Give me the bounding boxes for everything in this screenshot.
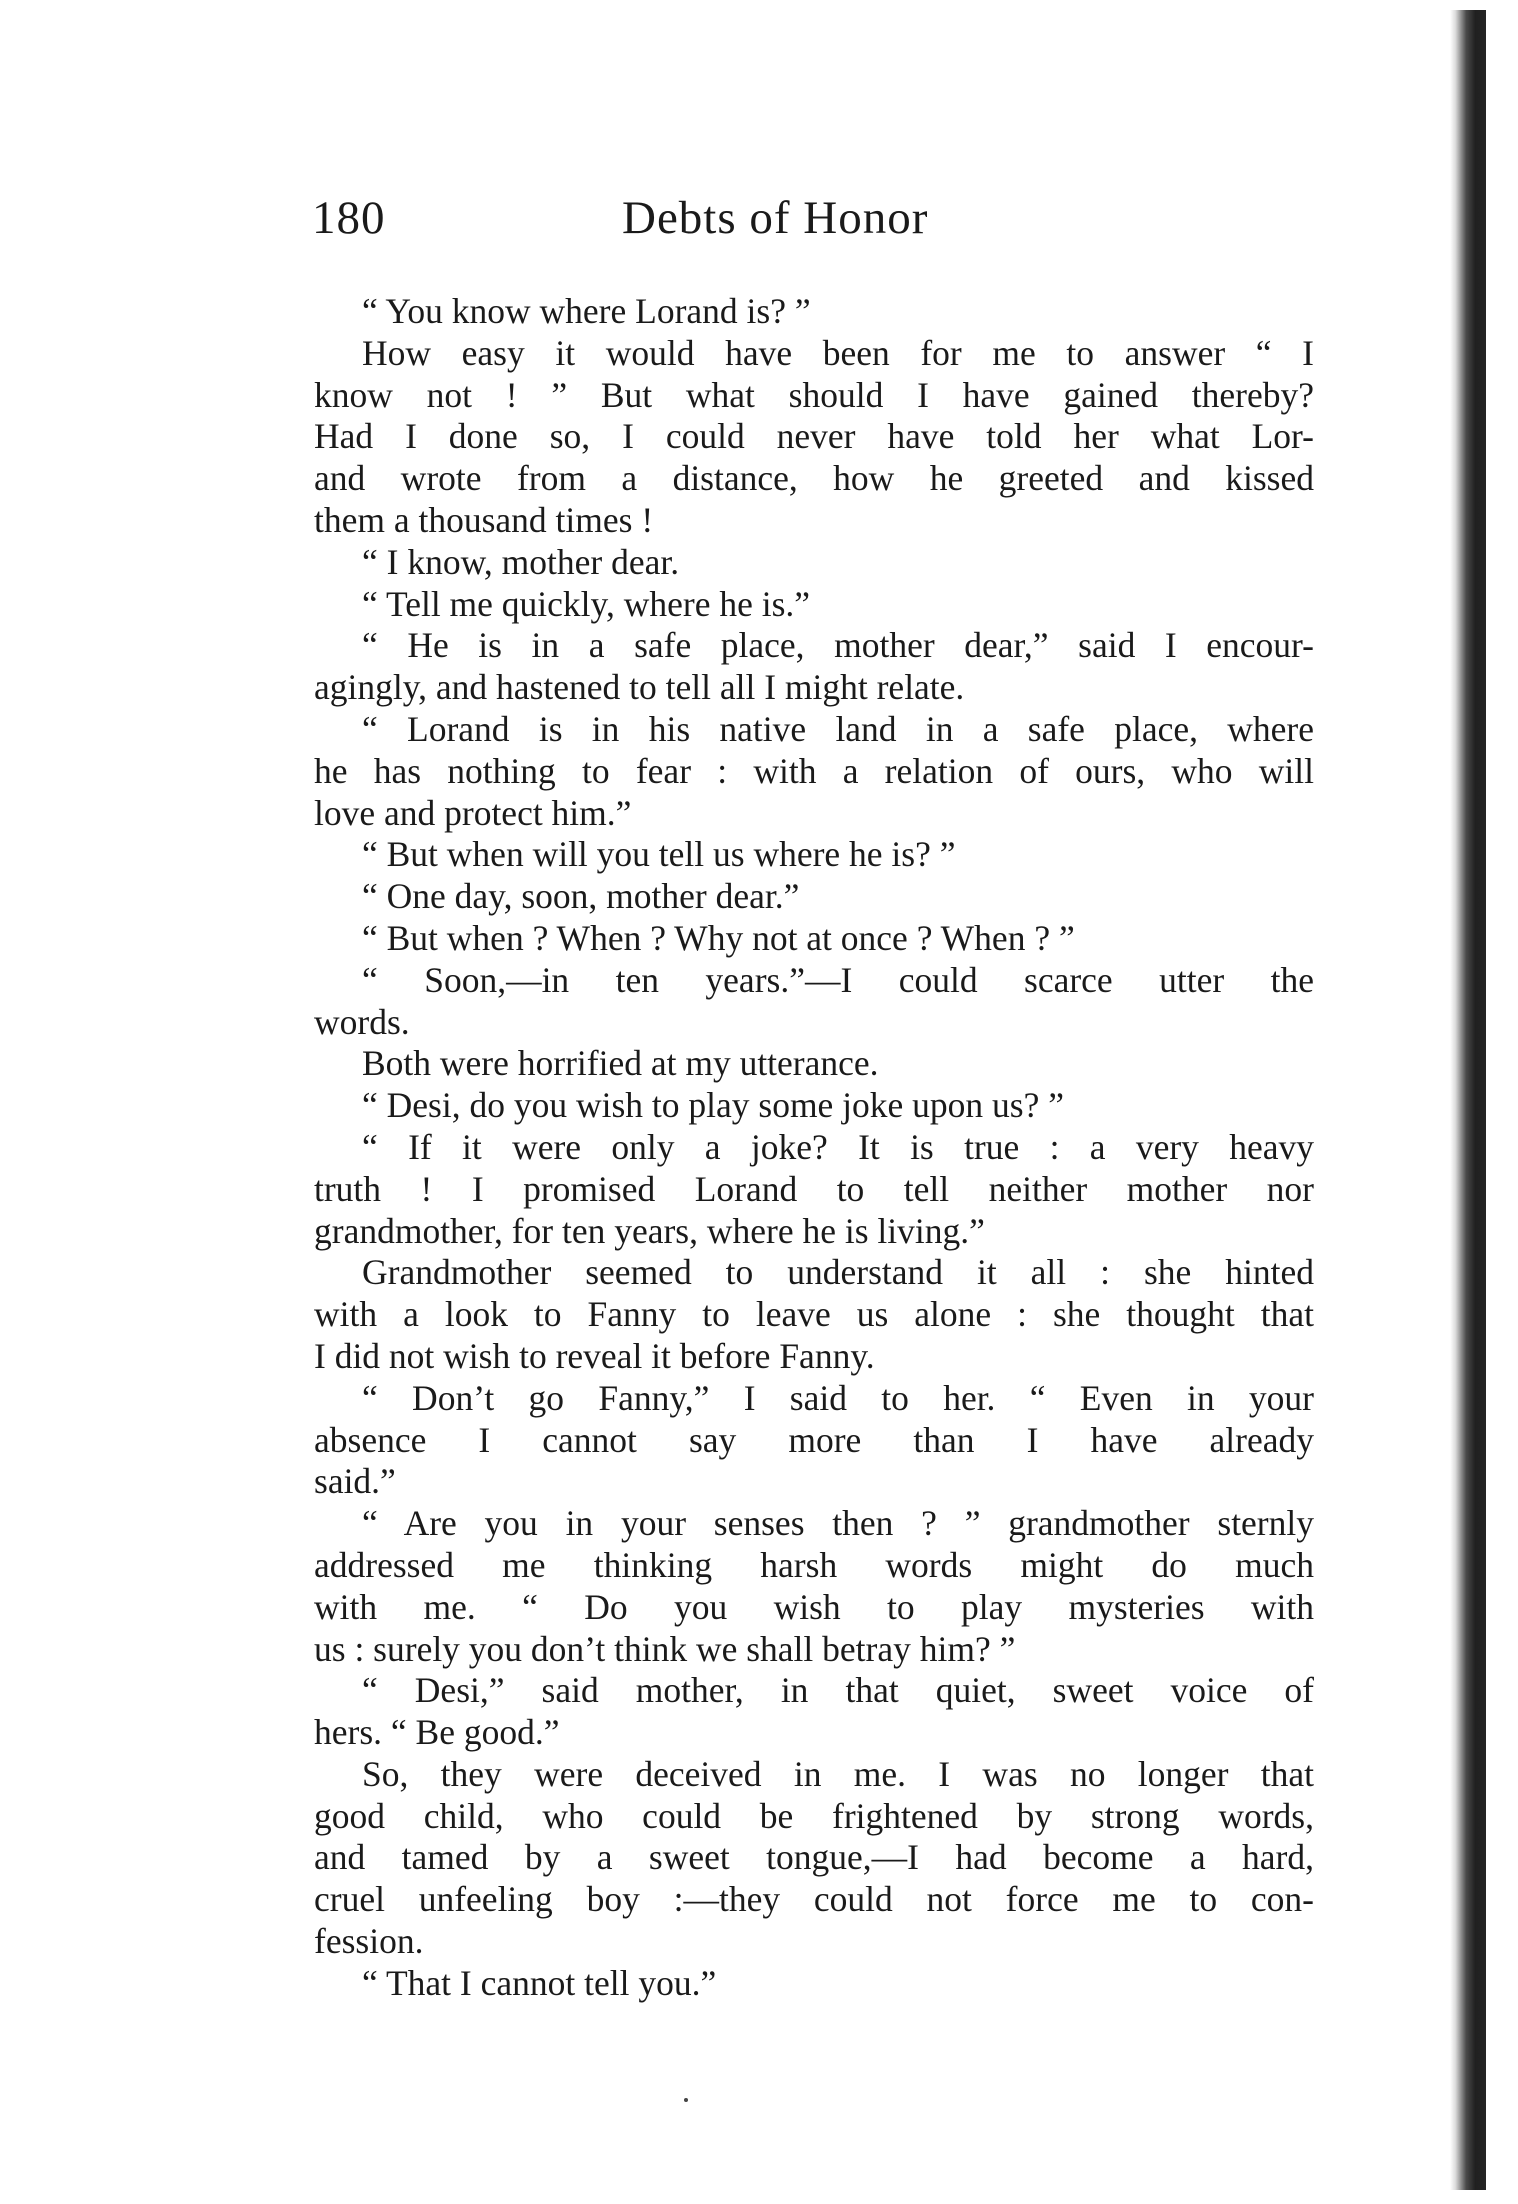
text-line: “ Don’t go Fanny,” I said to her. “ Even in your [362, 1377, 1314, 1418]
text-line: “ Tell me quickly, where he is.” [362, 583, 811, 624]
running-title: Debts of Honor [622, 192, 929, 244]
text-line: words. [314, 1001, 410, 1042]
text-line: with a look to Fanny to leave us alone : she thought that [314, 1294, 1314, 1335]
text-line: said.” [314, 1461, 396, 1502]
text-line: with me. “ Do you wish to play mysteries with [314, 1586, 1314, 1627]
body-text [314, 291, 1314, 2005]
binding-shadow [1450, 10, 1486, 2190]
ink-speck [684, 2098, 688, 2102]
text-line: agingly, and hastened to tell all I might relate. [314, 667, 965, 708]
text-line: “ But when will you tell us where he is? ” [362, 834, 956, 875]
text-line: “ Are you in your senses then ? ” grandmother sternly [362, 1503, 1314, 1544]
text-line: and tamed by a sweet tongue,—I had become a hard, [314, 1837, 1314, 1878]
text-line: he has nothing to fear : with a relation of ours, who will [314, 750, 1314, 791]
text-line: hers. “ Be good.” [314, 1712, 560, 1753]
text-line: them a thousand times ! [314, 499, 654, 540]
text-line: Both were horrified at my utterance. [362, 1043, 879, 1084]
text-line: love and protect him.” [314, 792, 632, 833]
text-line: “ He is in a safe place, mother dear,” said I encour- [362, 625, 1314, 666]
text-line: “ Lorand is in his native land in a safe place, where [362, 708, 1314, 749]
text-line: Had I done so, I could never have told her what Lor- [314, 416, 1314, 457]
text-line: “ One day, soon, mother dear.” [362, 876, 800, 917]
text-line: How easy it would have been for me to answer “ I [362, 332, 1314, 373]
text-line: So, they were deceived in me. I was no longer that [362, 1753, 1314, 1794]
text-line: fession. [314, 1921, 424, 1962]
text-line: “ I know, mother dear. [362, 541, 680, 582]
text-line: I did not wish to reveal it before Fanny. [314, 1335, 875, 1376]
text-line: “ Desi, do you wish to play some joke upon us? ” [362, 1085, 1065, 1126]
text-line: us : surely you don’t think we shall betray him? ” [314, 1628, 1016, 1669]
text-line: and wrote from a distance, how he greeted and kissed [314, 458, 1314, 499]
page-header [312, 188, 1312, 248]
text-line: “ If it were only a joke? It is true : a very heavy [362, 1126, 1314, 1167]
text-line: good child, who could be frightened by strong words, [314, 1795, 1314, 1836]
text-line: Grandmother seemed to understand it all : she hinted [362, 1252, 1314, 1293]
text-line: cruel unfeeling boy :—they could not force me to con- [314, 1879, 1314, 1920]
text-line: “ Soon,—in ten years.”—I could scarce utter the [362, 959, 1314, 1000]
text-line: know not ! ” But what should I have gained thereby? [314, 374, 1314, 415]
page-number: 180 [312, 192, 386, 244]
text-line: addressed me thinking harsh words might do much [314, 1544, 1314, 1585]
text-line: absence I cannot say more than I have already [314, 1419, 1314, 1460]
text-line: “ Desi,” said mother, in that quiet, sweet voice of [362, 1670, 1314, 1711]
text-line: “ That I cannot tell you.” [362, 1962, 717, 2003]
text-line: “ You know where Lorand is? ” [362, 291, 811, 331]
text-line: truth ! I promised Lorand to tell neither mother nor [314, 1168, 1314, 1209]
text-line: “ But when ? When ? Why not at once ? When ? ” [362, 917, 1075, 958]
text-line: grandmother, for ten years, where he is living.” [314, 1210, 985, 1251]
